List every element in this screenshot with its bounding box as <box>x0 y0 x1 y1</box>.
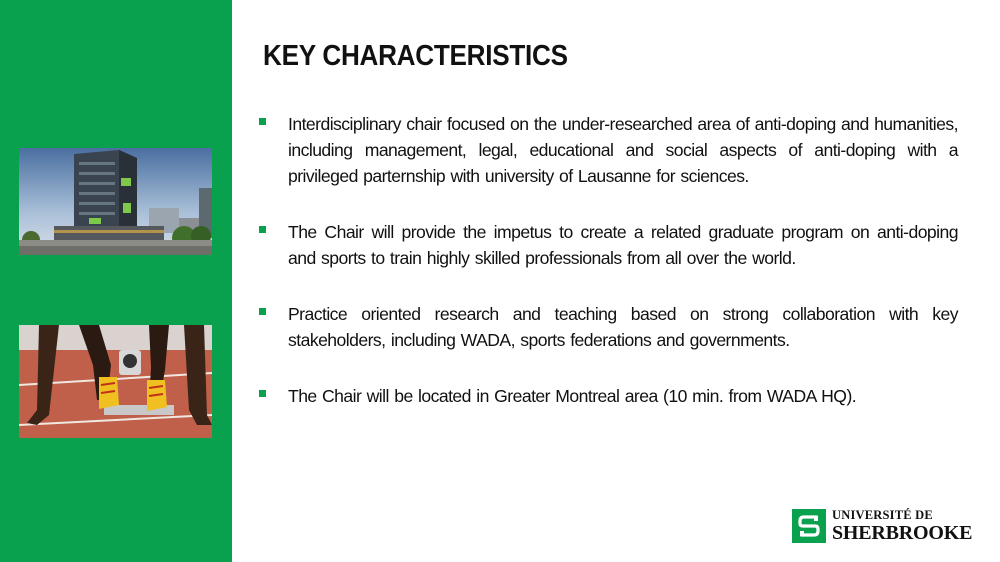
bullet-text: The Chair will be located in Greater Montreal area (10 min. from WADA HQ). <box>288 386 857 406</box>
bullet-item <box>258 301 958 353</box>
slide-title: KEY CHARACTERISTICS <box>263 40 568 72</box>
square-bullet-icon <box>259 118 266 125</box>
logo-line-2: SHERBROOKE <box>832 521 973 544</box>
sprinter-photo <box>19 325 212 438</box>
universite-de-sherbrooke-logo <box>792 508 972 544</box>
square-bullet-icon <box>259 226 266 233</box>
bullet-item <box>258 383 958 409</box>
green-sidebar <box>0 0 232 562</box>
square-bullet-icon <box>259 308 266 315</box>
bullet-text: Practice oriented research and teaching based on strong collaboration with key stakeholders, including WADA, sports federations and governments. <box>288 304 958 350</box>
bullet-item <box>258 111 958 189</box>
bullet-text: The Chair will provide the impetus to create a related graduate program on anti-doping and sports to train highly skilled professionals from all over the world. <box>288 222 958 268</box>
square-bullet-icon <box>259 390 266 397</box>
bullet-text: Interdisciplinary chair focused on the under-researched area of anti-doping and humanities, including management, legal, educational and social aspects of anti-doping with a privileged parternship with university of Lausanne for sciences. <box>288 114 958 186</box>
sherbrooke-s-icon <box>792 509 826 543</box>
bullet-list <box>258 111 958 439</box>
logo-line-1: UNIVERSITÉ DE <box>832 508 933 523</box>
bullet-item <box>258 219 958 271</box>
building-photo <box>19 148 212 255</box>
logo-wordmark <box>832 509 972 543</box>
